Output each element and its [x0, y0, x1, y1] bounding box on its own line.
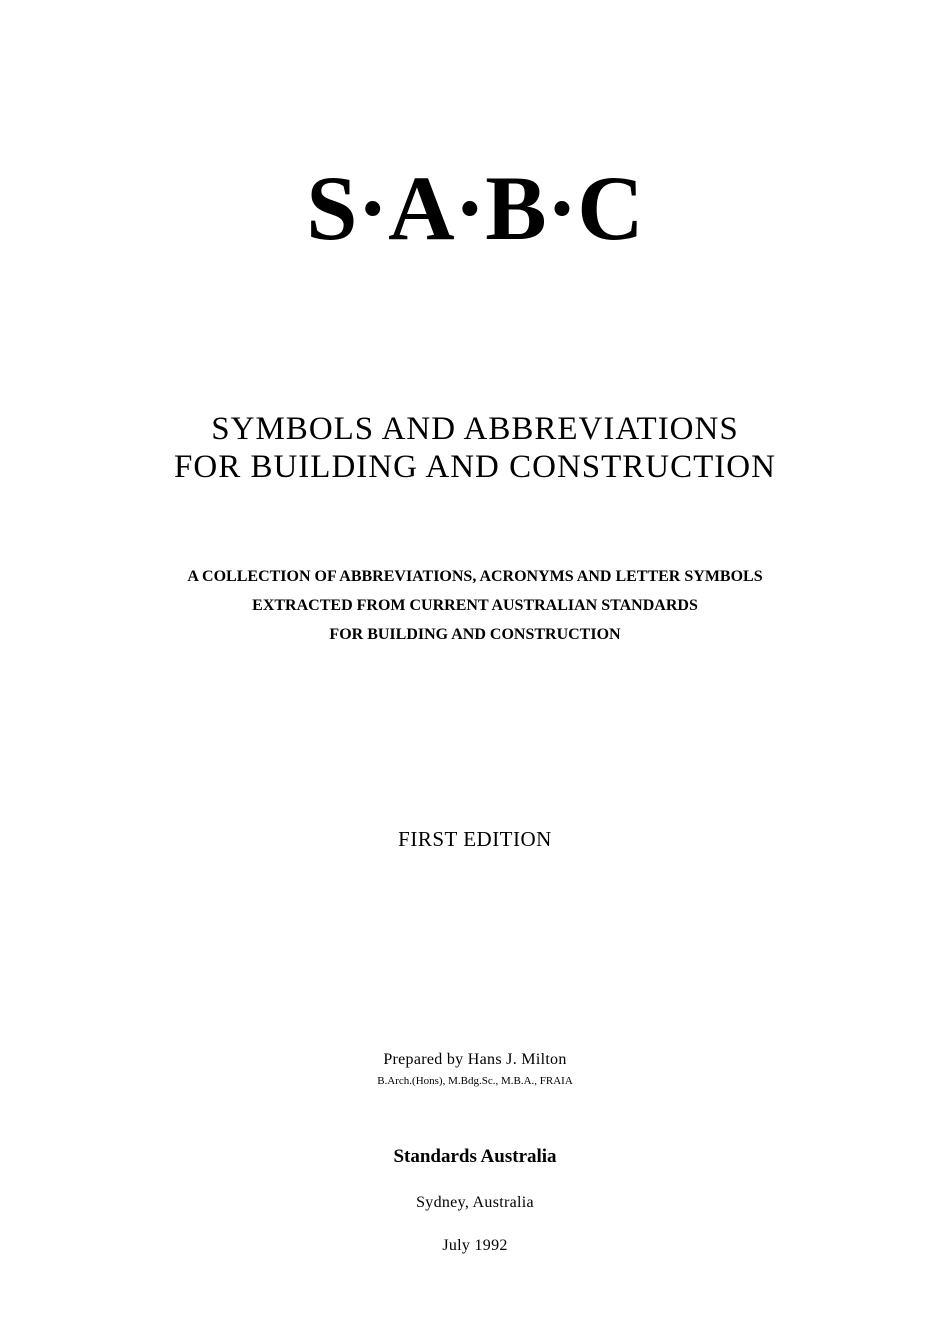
title-line-1: SYMBOLS AND ABBREVIATIONS — [211, 411, 739, 447]
title-line-2: FOR BUILDING AND CONSTRUCTION — [174, 449, 776, 485]
author-credentials: B.Arch.(Hons), M.Bdg.Sc., M.B.A., FRAIA — [377, 1075, 573, 1087]
edition-label: FIRST EDITION — [398, 827, 552, 851]
document-subtitle — [0, 562, 950, 649]
publisher-location: Sydney, Australia — [416, 1194, 534, 1211]
document-title — [0, 410, 950, 486]
subtitle-line-2: EXTRACTED FROM CURRENT AUSTRALIAN STANDARDS — [252, 597, 698, 614]
publication-date: July 1992 — [442, 1237, 508, 1254]
publisher-name: Standards Australia — [393, 1146, 557, 1167]
sabc-logo: S·A·B·C — [306, 157, 644, 259]
subtitle-line-3: FOR BUILDING AND CONSTRUCTION — [329, 626, 621, 643]
subtitle-line-1: A COLLECTION OF ABBREVIATIONS, ACRONYMS AND LETTER SYMBOLS — [187, 568, 763, 585]
author-prepared-by: Prepared by Hans J. Milton — [383, 1051, 567, 1068]
